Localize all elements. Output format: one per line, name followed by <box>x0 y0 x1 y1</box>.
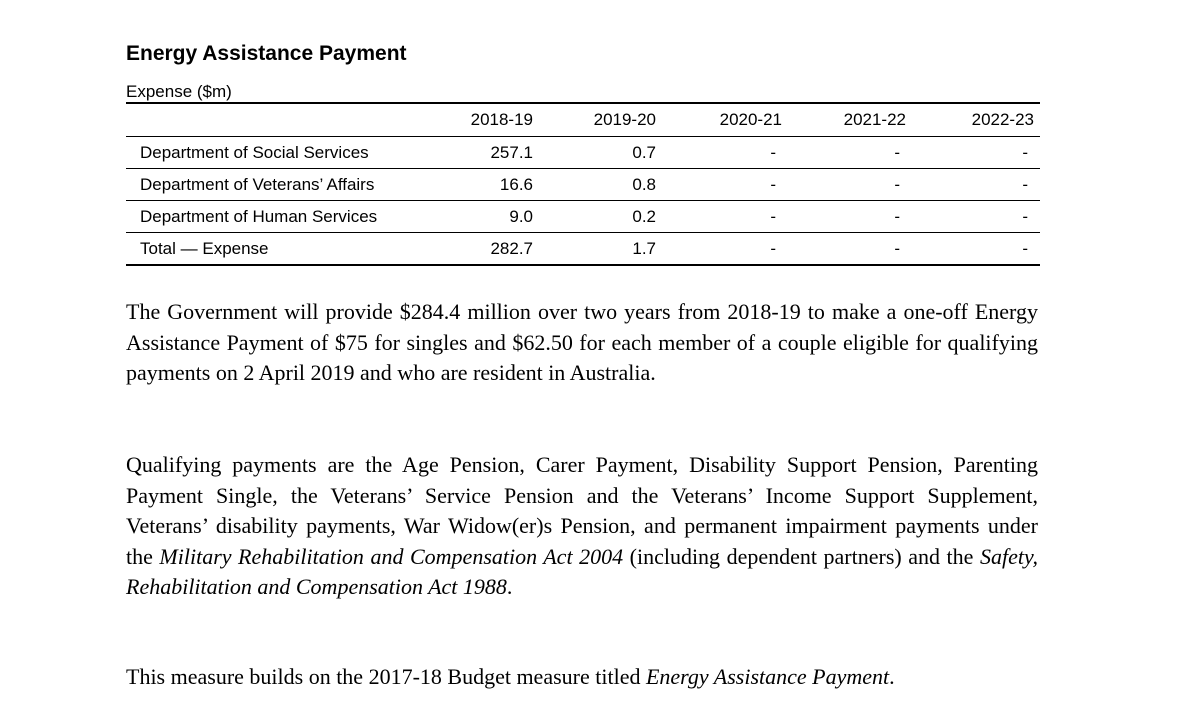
paragraph-funding: The Government will provide $284.4 million over two years from 2018-19 to make a one-off Energy Assistance Payment of $75 for singles and $62.50 for each member of a couple eligible for qualifying payments on 2 April 2019 and who are resident in Australia. <box>126 299 1038 385</box>
column-header-2022-23: 2022-23 <box>971 110 1034 129</box>
column-header-label <box>126 103 412 137</box>
paragraph-text: (including dependent partners) and the <box>623 543 980 569</box>
table-row <box>126 137 1040 169</box>
cell-value: - <box>1022 206 1028 226</box>
cell-value: 9.0 <box>509 206 533 226</box>
cell-value: - <box>894 206 900 226</box>
cell-value: 282.7 <box>490 238 533 258</box>
measure-title: Energy Assistance Payment <box>126 42 407 65</box>
table-row <box>126 201 1040 233</box>
cell-value: - <box>894 238 900 258</box>
act-title: Military Rehabilitation and Compensation Act 2004 <box>159 543 624 569</box>
cell-value: 0.7 <box>632 142 656 162</box>
row-label: Department of Human Services <box>140 206 378 226</box>
cell-value: - <box>1022 174 1028 194</box>
expense-table <box>126 102 1040 266</box>
paragraph-text: . <box>506 574 513 599</box>
column-header-2019-20: 2019-20 <box>593 110 656 129</box>
table-row <box>126 169 1040 201</box>
cell-value: - <box>770 206 776 226</box>
paragraph-text: Qualifying payments are the Age Pension, Carer Payment, Disability Support Pension, Parenting Payment Single, the Veterans’ Service Pension and the Veterans’ Income Support Supplement, Veterans’ disability payments, War Widow(er)s Pension, and permanent impairment payments under the <box>126 452 1038 569</box>
cell-value: 257.1 <box>490 142 533 162</box>
cell-value: - <box>1022 238 1028 258</box>
column-header-2018-19: 2018-19 <box>470 110 533 129</box>
paragraph-prior-measure <box>126 662 1038 693</box>
row-label: Total — Expense <box>140 238 269 258</box>
cell-value: 16.6 <box>499 174 533 194</box>
cell-value: 0.2 <box>632 206 656 226</box>
cell-value: 0.8 <box>632 174 656 194</box>
measure-title-reference: Energy Assistance Payment <box>645 664 890 689</box>
cell-value: 1.7 <box>632 238 656 258</box>
paragraph-text: This measure builds on the 2017-18 Budget measure titled <box>126 664 646 689</box>
table-total-row <box>126 233 1040 266</box>
cell-value: - <box>894 142 900 162</box>
act-title: Safety, Rehabilitation and Compensation Act 1988 <box>126 543 1038 599</box>
column-header-2021-22: 2021-22 <box>843 110 906 129</box>
row-label: Department of Veterans’ Affairs <box>140 174 375 194</box>
row-label: Department of Social Services <box>140 142 369 162</box>
paragraph-qualifying-payments <box>126 450 1038 603</box>
cell-value: - <box>770 238 776 258</box>
cell-value: - <box>770 142 776 162</box>
paragraph-text: . <box>889 664 895 689</box>
cell-value: - <box>1022 142 1028 162</box>
table-header-row <box>126 103 1040 137</box>
cell-value: - <box>770 174 776 194</box>
table-caption: Expense ($m) <box>126 82 232 101</box>
cell-value: - <box>894 174 900 194</box>
column-header-2020-21: 2020-21 <box>719 110 782 129</box>
